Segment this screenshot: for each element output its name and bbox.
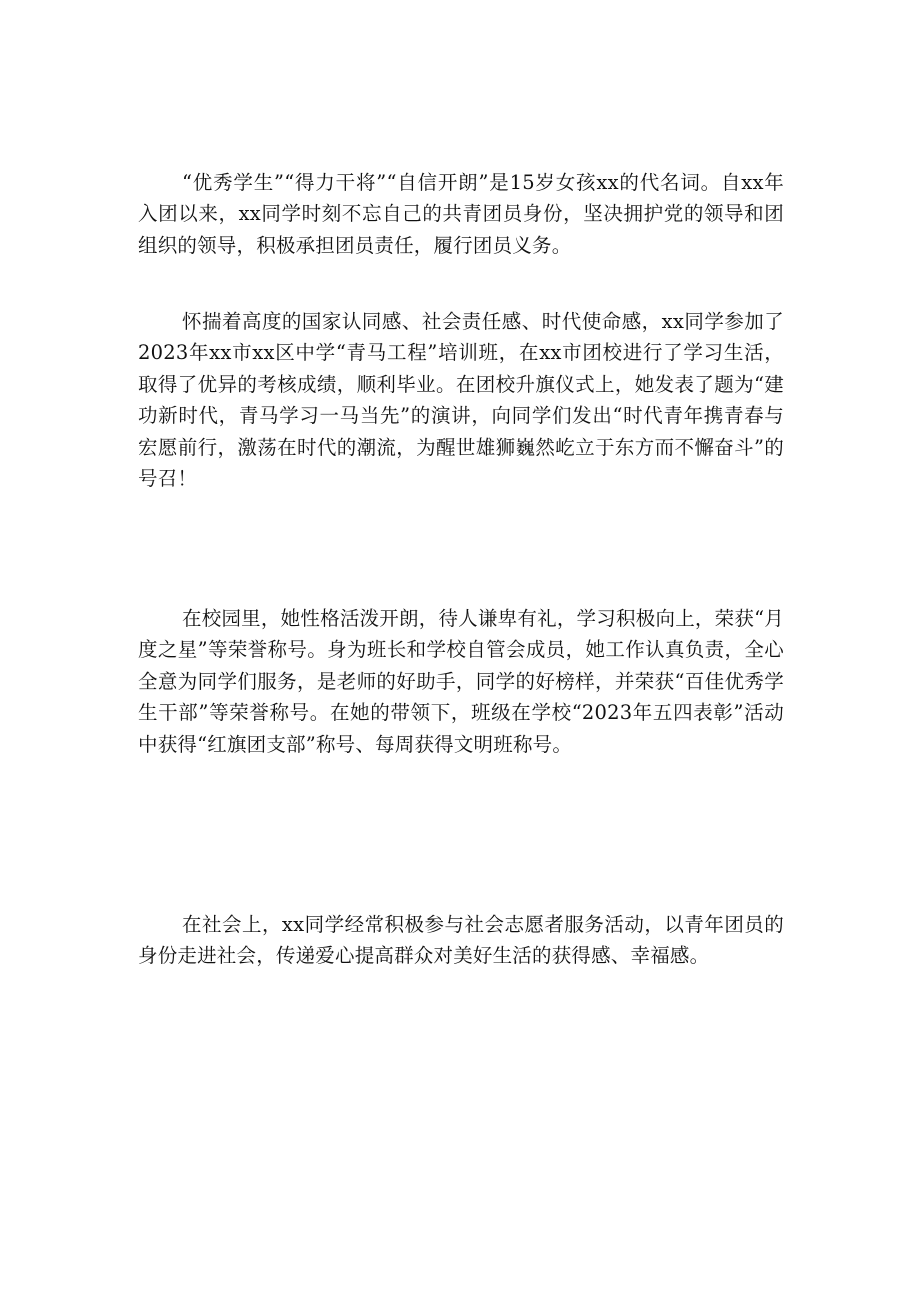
paragraph-society: 在社会上，xx同学经常积极参与社会志愿者服务活动，以青年团员的身份走进社会，传递爱心提高群众对美好生活的获得感、幸福感。 xyxy=(138,913,784,968)
paragraph-campus: 在校园里，她性格活泼开朗，待人谦卑有礼，学习积极向上，荣获“月度之星”等荣誉称号。身为班长和学校自管会成员，她工作认真负责，全心全意为同学们服务，是老师的好助手，同学的好榜样，并荣获“百佳优秀学生干部”等荣誉称号。在她的带领下，班级在学校“2023年五四表彰”活动中获得“红旗团支部”称号、每周获得文明班称号。 xyxy=(138,607,784,756)
paragraph-training: 怀揣着高度的国家认同感、社会责任感、时代使命感，xx同学参加了2023年xx市xx区中学“青马工程”培训班，在xx市团校进行了学习生活，取得了优异的考核成绩，顺利毕业。在团校升旗仪式上，她发表了题为“建功新时代，青马学习一马当先”的演讲，向同学们发出“时代青年携青春与宏愿前行，激荡在时代的潮流，为醒世雄狮巍然屹立于东方而不懈奋斗”的号召！ xyxy=(138,310,784,491)
paragraph-introduction: “优秀学生”“得力干将”“自信开朗”是15岁女孩xx的代名词。自xx年入团以来，xx同学时刻不忘自己的共青团员身份，坚决拥护党的领导和团组织的领导，积极承担团员责任，履行团员义务。 xyxy=(138,171,784,257)
